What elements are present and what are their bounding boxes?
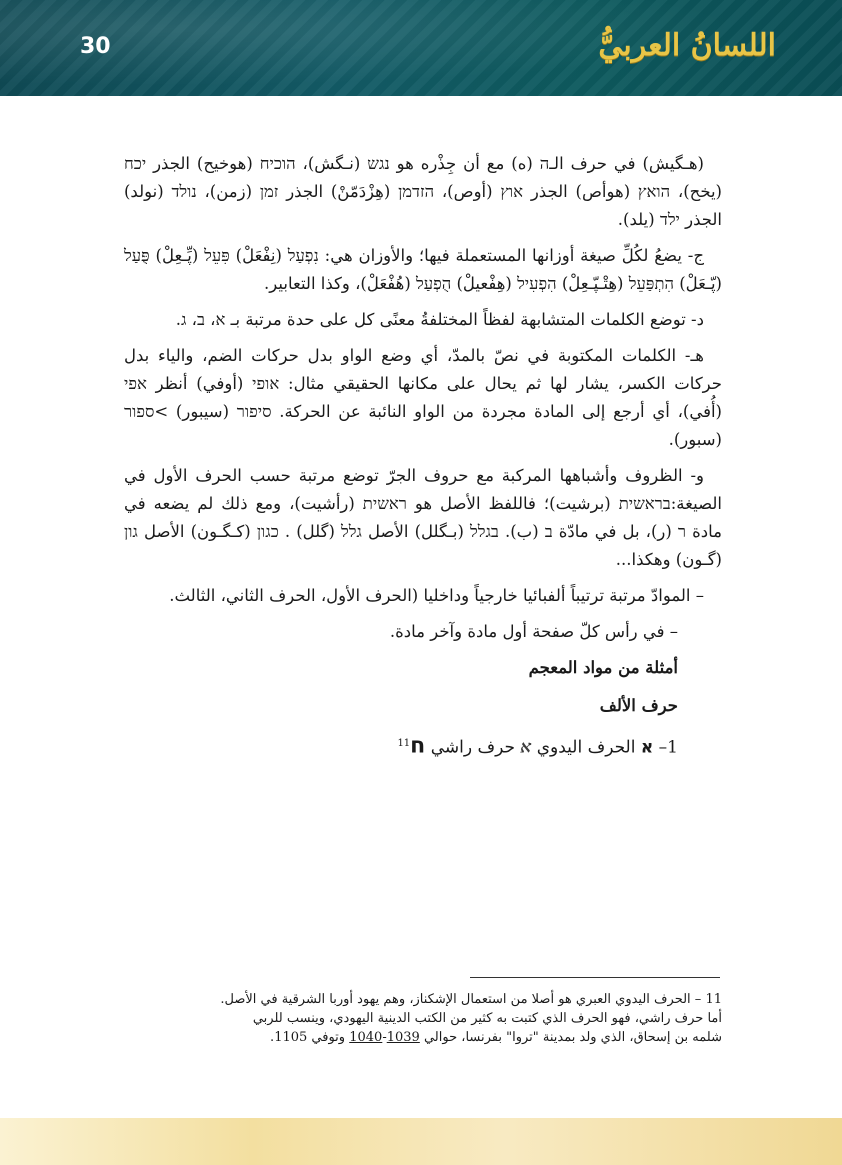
entry-number: 1– bbox=[658, 737, 678, 758]
footnote-number: 11 bbox=[705, 992, 722, 1007]
page-header bbox=[0, 0, 842, 96]
footnote-line-2: أما حرف راشي، فهو الحرف الذي كتبت به كثير من الكتب الدينية اليهودي، وينسب للربي bbox=[252, 1011, 722, 1026]
paragraph-jim: ج- يضعُ لكُلِّ صيغة أوزانها المستعملة فيها؛ والأوزان هي: נִפְעַל (نِفْعَلْ) פִּעֵל (پِّـعِلْ) פֻּעַל (پّـعَلْ) הִתְפַּעֵל (هِتْـپّـعِلْ) הִפְעִיל (هِفْعيلْ) הֻפְעַל (هُفْعَلْ)، وكذا التعابير. bbox=[124, 246, 722, 293]
footnote-separator bbox=[470, 977, 720, 978]
page-number: 30 bbox=[80, 34, 111, 59]
year-link[interactable]: 1039 bbox=[386, 1030, 420, 1045]
journal-logo: اللسانُ العربيُّ bbox=[598, 28, 776, 63]
rashi-alef-glyph: ח bbox=[410, 733, 426, 759]
alef-entry bbox=[124, 730, 722, 762]
paragraph-waw: و- الظروف وأشباهها المركبة مع حروف الجرّ توضع مرتبة حسب الحرف الأول في الصيغة:בראשית (برشيت)؛ فاللفظ الأصل هو ראשית (رأشيت)، ومع ذلك لم يضعه في مادة ר (ر)، بل في مادّة ב (ب). בגלל (بـگلل) الأصل גלל (گلل) . כגון (كـگـون) الأصل גון (گـون) وهكذا... bbox=[124, 466, 722, 569]
heading-alef: حرف الألف bbox=[599, 696, 678, 715]
footnote-line-1: 11 – الحرف اليدوي العبري هو أصلا من استعمال الإشكناز، وهم يهود أوربا الشرقية في الأصل. bbox=[220, 992, 722, 1007]
paragraph-page-head: – في رأس كلّ صفحة أول مادة وآخر مادة. bbox=[389, 622, 678, 641]
hebrew-alef: א bbox=[640, 737, 654, 758]
article-body bbox=[124, 150, 722, 770]
footnote-ref[interactable]: 11 bbox=[397, 738, 411, 749]
page-footer bbox=[0, 1118, 842, 1165]
paragraph-ha: هـ- الكلمات المكتوبة في نصّ بالمدّ، أي وضع الواو بدل حركات الضم، والياء بدل حركات الكسر، يشار لها ثم يحال على مكانها الحقيقي مثال: אופי (أوفي) أنظر אפי (أُفي)، أي أرجع إلى المادة مجردة من الواو النائبة عن الحركة. סיפור (سيبور) >ספור (سبور). bbox=[124, 346, 722, 449]
paragraph-ordering: – الموادّ مرتبة ترتيباً ألفبائيا خارجياً وداخليا (الحرف الأول، الحرف الثاني، الثالث. bbox=[169, 586, 704, 605]
paragraph-continuation: (هـگيش) في حرف الـה (ه) مع أن جِذْره هو נגש (نـگش)، הוכיח (هوخيح) الجذر יכח (يخح)، הואץ (هوأص) الجذر אוץ (أوص)، הזדמן (هِزْدَمّنْ) الجذر זמן (زمن)، נולד (نولد) الجذر ילד (يلد). bbox=[124, 154, 722, 229]
script-alef-glyph: ﬡ bbox=[520, 737, 532, 758]
footnote bbox=[124, 990, 722, 1047]
rashi-label: حرف راشي bbox=[430, 737, 515, 758]
year-link[interactable]: 1040 bbox=[349, 1030, 383, 1045]
paragraph-dal: د- توضع الكلمات المتشابهة لفظاً المختلفةُ معنًى كل على حدة مرتبة بـ א، ב، ג. bbox=[175, 310, 704, 329]
heading-examples: أمثلة من مواد المعجم bbox=[528, 658, 678, 677]
footnote-line-3: شلمه بن إسحاق، الذي ولد بمدينة "تروا" بفرنسا، حوالي 1039-1040 وتوفي 1105. bbox=[270, 1030, 722, 1045]
script-label: الحرف اليدوي bbox=[536, 737, 636, 758]
